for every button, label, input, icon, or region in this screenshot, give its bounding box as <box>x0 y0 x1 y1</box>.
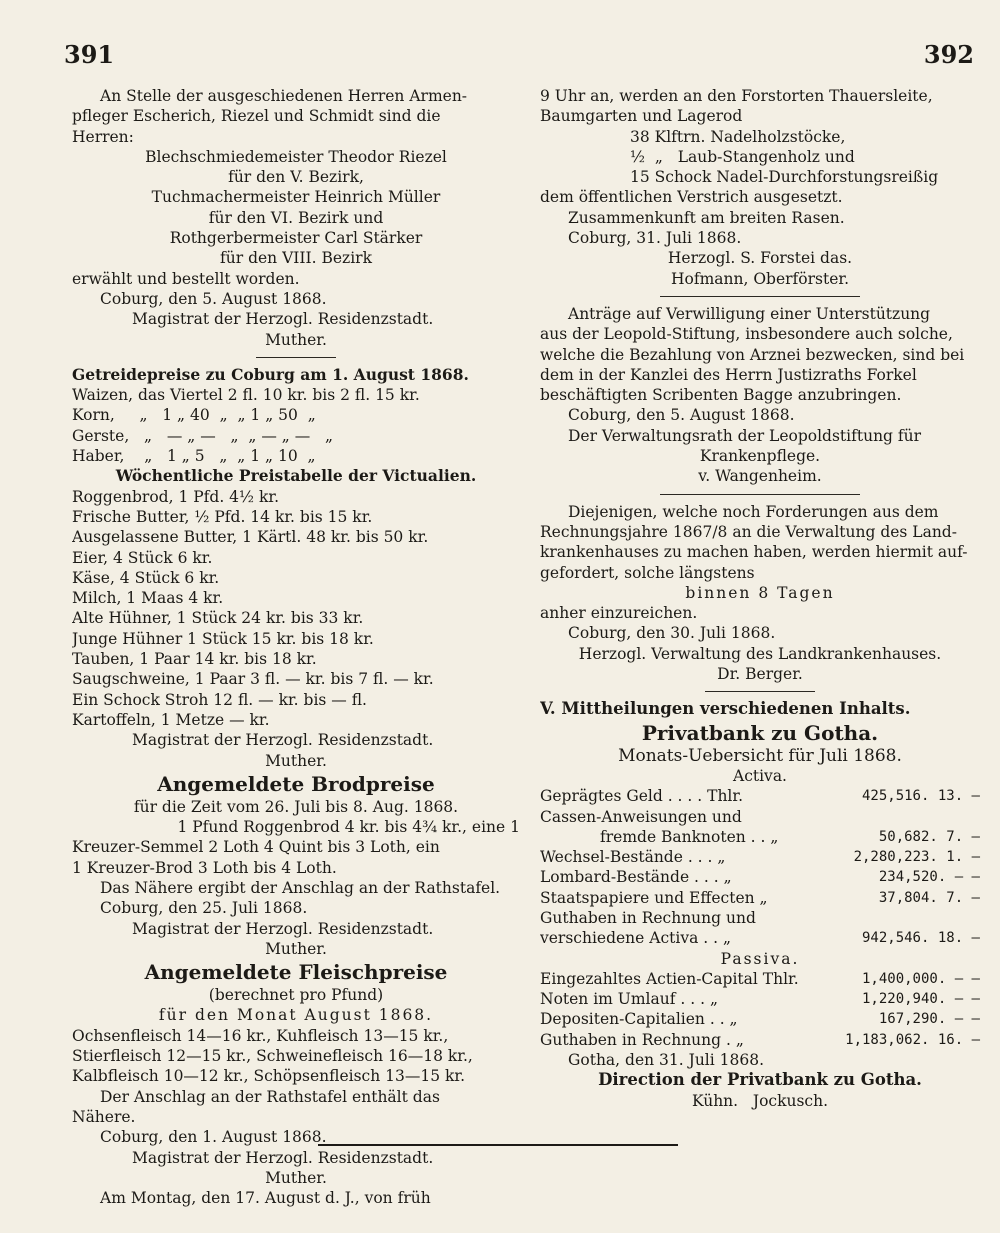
ledger-row <box>540 928 980 948</box>
right-column <box>540 86 980 1111</box>
ledger-label: Geprägtes Geld . . . . Thlr. <box>540 787 744 806</box>
text-line: Gotha, den 31. Juli 1868. <box>568 1051 765 1070</box>
ledger-label: Wechsel-Bestände . . . „ <box>540 848 726 867</box>
text-line: Der Verwaltungsrath der Leopoldstiftung für <box>568 426 922 445</box>
ledger-amount: 425,516. 13. — <box>861 788 980 805</box>
bank-subtitle: Monats-Uebersicht für Juli 1868. <box>618 745 902 766</box>
price-row: Ausgelassene Butter, 1 Kärtl. 48 kr. bis 50 kr. <box>72 528 429 547</box>
ledger-row <box>540 908 980 928</box>
section-heading: Wöchentliche Preistabelle der Victualien. <box>115 466 477 486</box>
text-line: pfleger Escherich, Riezel und Schmidt sind die <box>72 107 441 126</box>
bank-direction: Direction der Privatbank zu Gotha. <box>598 1070 922 1090</box>
signature-line: Muther. <box>265 330 327 349</box>
ledger-row <box>540 969 980 989</box>
price-row: Kartoffeln, 1 Metze — kr. <box>72 710 270 729</box>
activa-label: Activa. <box>733 766 787 785</box>
text-line: Anträge auf Verwilligung einer Unterstützung <box>568 304 931 323</box>
text-line: Coburg, den 5. August 1868. <box>568 406 795 425</box>
text-line: Rechnungsjahre 1867/8 an die Verwaltung des Land- <box>540 522 957 541</box>
ledger-row <box>540 1009 980 1029</box>
price-row: Frische Butter, ½ Pfd. 14 kr. bis 15 kr. <box>72 507 373 526</box>
ledger-amount: 167,290. — — <box>878 1011 980 1028</box>
bottom-divider <box>318 1144 678 1146</box>
text-line: für den VIII. Bezirk <box>220 249 372 268</box>
text-line: für die Zeit vom 26. Juli bis 8. Aug. 1868. <box>133 797 459 816</box>
ledger-label: Lombard-Bestände . . . „ <box>540 868 732 887</box>
forst-notice <box>540 86 980 289</box>
armenpfleger-notice <box>72 86 520 350</box>
signature-line: Muther. <box>265 939 327 958</box>
divider <box>256 357 336 358</box>
ledger-label: Cassen-Anweisungen und <box>540 807 742 826</box>
price-row: Roggenbrod, 1 Pfd. 4½ kr. <box>72 487 280 506</box>
price-row: Gerste, „ — „ — „ „ — „ — „ <box>72 426 334 445</box>
getreidepreise-table <box>72 365 520 466</box>
text-line: Ochsenfleisch 14—16 kr., Kuhfleisch 13—15 kr., <box>72 1026 449 1045</box>
price-row: Ein Schock Stroh 12 fl. — kr. bis — fl. <box>72 690 367 709</box>
text-line: Coburg, den 30. Juli 1868. <box>568 624 776 643</box>
text-line: Zusammenkunft am breiten Rasen. <box>568 208 845 227</box>
ledger-amount: 1,183,062. 16. — <box>845 1031 980 1048</box>
price-row: Haber, „ 1 „ 5 „ „ 1 „ 10 „ <box>72 447 316 466</box>
text-line: Magistrat der Herzogl. Residenzstadt. <box>132 919 434 938</box>
divider <box>660 494 860 495</box>
divider <box>705 691 815 692</box>
text-line: Coburg, den 1. August 1868. <box>100 1128 327 1147</box>
ledger-row <box>540 847 980 867</box>
ledger-label: Eingezahltes Actien-Capital Thlr. <box>540 969 799 988</box>
leopold-stiftung-notice <box>540 304 980 487</box>
text-line: 1 Pfund Roggenbrod 4 kr. bis 4¾ kr., eine 1 <box>177 818 520 837</box>
text-line: binnen 8 Tagen <box>685 583 835 602</box>
ledger-amount <box>820 908 980 928</box>
price-row: Alte Hühner, 1 Stück 24 kr. bis 33 kr. <box>72 609 364 628</box>
text-line: Herzogl. S. Forstei das. <box>667 249 853 268</box>
price-row: Saugschweine, 1 Paar 3 fl. — kr. bis 7 fl. — kr. <box>72 670 434 689</box>
ledger-label: Depositen-Capitalien . . „ <box>540 1010 738 1029</box>
text-line: Der Anschlag an der Rathstafel enthält das <box>100 1087 440 1106</box>
ledger-amount: 2,280,223. 1. — <box>853 849 980 866</box>
text-line: gefordert, solche längstens <box>540 563 755 582</box>
ledger-label: Guthaben in Rechnung und <box>540 908 756 927</box>
fleischpreise-notice <box>72 959 520 1208</box>
ledger-amount: 50,682. 7. — <box>878 828 980 845</box>
text-line: (berechnet pro Pfund) <box>208 986 384 1005</box>
text-line: für den Monat August 1868. <box>158 1006 434 1025</box>
landkrankenhaus-notice <box>540 502 980 685</box>
signature-line: v. Wangenheim. <box>698 467 822 486</box>
ledger-label: Guthaben in Rechnung . „ <box>540 1030 744 1049</box>
signature-line: Kühn. Jockusch. <box>691 1091 829 1110</box>
text-line: 1 Kreuzer-Brod 3 Loth bis 4 Loth. <box>72 858 337 877</box>
text-line: Coburg, den 5. August 1868. <box>100 289 327 308</box>
text-line: Herren: <box>72 127 134 146</box>
text-line: Rothgerbermeister Carl Stärker <box>169 229 423 248</box>
text-line: 15 Schock Nadel-Durchforstungsreißig <box>630 168 939 187</box>
text-line: anher einzureichen. <box>540 604 698 623</box>
text-line: Nähere. <box>72 1107 136 1126</box>
text-line: dem öffentlichen Verstrich ausgesetzt. <box>540 188 843 207</box>
section-heading: Angemeldete Fleischpreise <box>144 960 448 985</box>
text-line: An Stelle der ausgeschiedenen Herren Armen- <box>100 87 468 105</box>
signature-line: Hofmann, Oberförster. <box>670 269 850 288</box>
section-heading: V. Mittheilungen verschiedenen Inhalts. <box>540 699 911 719</box>
text-line: Stierfleisch 12—15 kr., Schweinefleisch 16—18 kr., <box>72 1047 473 1066</box>
text-line: krankenhauses zu machen haben, werden hiermit auf- <box>540 543 968 562</box>
text-line: erwählt und bestellt worden. <box>72 269 300 288</box>
text-line: Kreuzer-Semmel 2 Loth 4 Quint bis 3 Loth, ein <box>72 838 440 857</box>
ledger-amount: 234,520. — — <box>878 869 980 886</box>
ledger-row <box>540 867 980 887</box>
text-line: Blechschmiedemeister Theodor Riezel <box>145 147 447 166</box>
divider <box>660 296 860 297</box>
price-row: Korn, „ 1 „ 40 „ „ 1 „ 50 „ <box>72 406 316 425</box>
ledger-amount: 942,546. 18. — <box>861 930 980 947</box>
signature-line: Magistrat der Herzogl. Residenzstadt. <box>132 731 434 750</box>
text-line: dem in der Kanzlei des Herrn Justizraths Forkel <box>540 365 917 384</box>
ledger-amount: 1,400,000. — — <box>861 970 980 987</box>
text-line: Krankenpflege. <box>699 447 821 466</box>
text-line: Das Nähere ergibt der Anschlag an der Rathstafel. <box>100 878 501 897</box>
ledger-label: verschiedene Activa . . „ <box>540 929 731 948</box>
price-row: Milch, 1 Maas 4 kr. <box>72 589 224 608</box>
price-row: Käse, 4 Stück 6 kr. <box>72 568 220 587</box>
ledger-amount <box>820 807 980 827</box>
text-line: beschäftigten Scribenten Bagge anzubringen. <box>540 386 902 405</box>
ledger-row <box>540 827 980 847</box>
text-line: Magistrat der Herzogl. Residenzstadt. <box>132 310 434 329</box>
price-row: Tauben, 1 Paar 14 kr. bis 18 kr. <box>72 650 317 669</box>
ledger-label: Noten im Umlauf . . . „ <box>540 990 718 1009</box>
text-line: 38 Klftrn. Nadelholzstöcke, <box>630 127 846 146</box>
text-line: ½ „ Laub-Stangenholz und <box>630 147 855 166</box>
left-column <box>72 86 520 1208</box>
text-line: für den VI. Bezirk und <box>208 208 384 227</box>
text-line: 9 Uhr an, werden an den Forstorten Thauersleite, <box>540 87 933 105</box>
ledger-row <box>540 786 980 806</box>
text-line: aus der Leopold-Stiftung, insbesondere auch solche, <box>540 325 953 344</box>
ledger-label: fremde Banknoten . . „ <box>600 827 779 846</box>
victualien-table <box>72 466 520 770</box>
text-line: Kalbfleisch 10—12 kr., Schöpsenfleisch 13—15 kr. <box>72 1067 466 1086</box>
page-number-right: 392 <box>923 40 974 69</box>
text-line: Coburg, den 25. Juli 1868. <box>100 899 308 918</box>
privatbank-statement <box>540 720 980 1111</box>
signature-line: Muther. <box>265 751 327 770</box>
ledger-label: Staatspapiere und Effecten „ <box>540 888 768 907</box>
page-number-left: 391 <box>64 40 115 69</box>
signature-line: Dr. Berger. <box>717 665 803 684</box>
text-line: für den V. Bezirk, <box>228 168 364 187</box>
ledger-row <box>540 989 980 1009</box>
brodpreise-notice <box>72 771 520 959</box>
text-line: welche die Bezahlung von Arznei bezwecken, sind bei <box>540 345 965 364</box>
text-line: Coburg, 31. Juli 1868. <box>568 229 742 248</box>
price-row: Eier, 4 Stück 6 kr. <box>72 548 213 567</box>
signature-line: Muther. <box>265 1168 327 1187</box>
section-heading: Angemeldete Brodpreise <box>157 771 435 796</box>
text-line: Tuchmachermeister Heinrich Müller <box>151 188 441 207</box>
text-line: Diejenigen, welche noch Forderungen aus dem <box>568 502 939 521</box>
ledger-row <box>540 1030 980 1050</box>
bank-title: Privatbank zu Gotha. <box>641 720 879 745</box>
text-line: Am Montag, den 17. August d. J., von früh <box>100 1189 431 1208</box>
text-line: Magistrat der Herzogl. Residenzstadt. <box>132 1148 434 1167</box>
section-heading: Getreidepreise zu Coburg am 1. August 1868. <box>72 364 469 384</box>
ledger-amount: 37,804. 7. — <box>878 889 980 906</box>
text-line: Baumgarten und Lagerod <box>540 107 743 126</box>
price-row: Junge Hühner 1 Stück 15 kr. bis 18 kr. <box>72 629 374 648</box>
passiva-label: Passiva. <box>720 949 800 968</box>
ledger-amount: 1,220,940. — — <box>861 991 980 1008</box>
price-row: Waizen, das Viertel 2 fl. 10 kr. bis 2 fl. 15 kr. <box>72 386 420 405</box>
ledger-row <box>540 888 980 908</box>
text-line: Herzogl. Verwaltung des Landkrankenhauses. <box>578 644 942 663</box>
ledger-row <box>540 807 980 827</box>
